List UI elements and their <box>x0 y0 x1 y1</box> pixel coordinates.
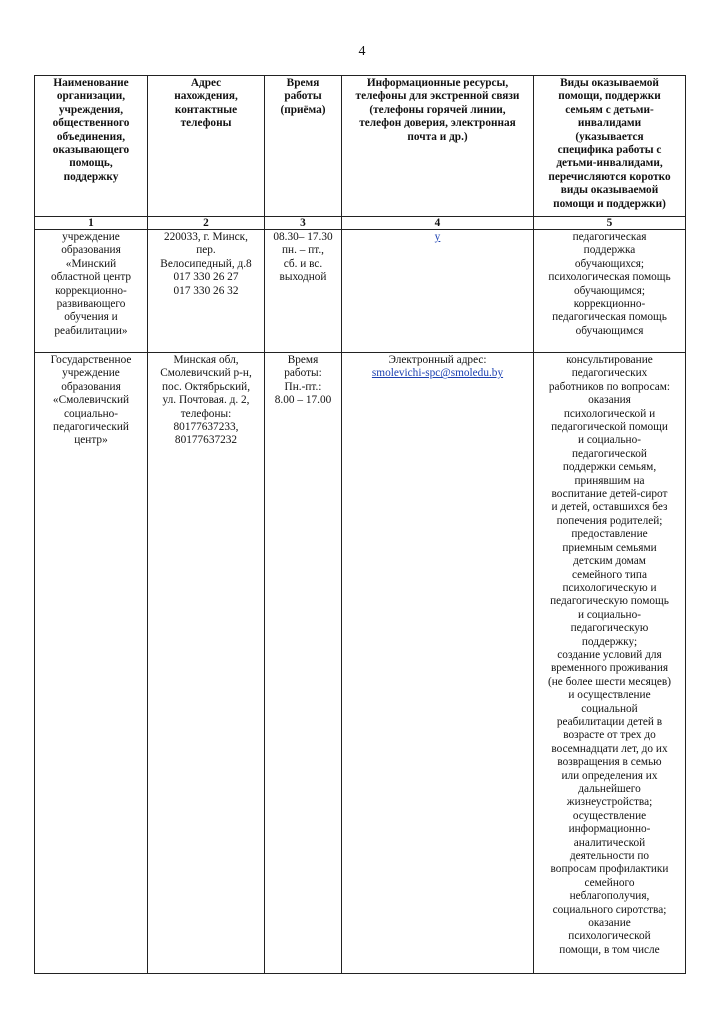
text-line: Наименование <box>53 77 129 89</box>
text-line: образования <box>61 380 121 393</box>
text-line: обучающимся <box>575 324 644 337</box>
text-line: или определения их <box>561 769 658 782</box>
text-line: Виды оказываемой <box>560 77 659 89</box>
text-line: поддержки семьям, <box>562 461 657 474</box>
text-line: Велосипедный, д.8 <box>160 257 252 270</box>
text-line: поддержку; <box>581 635 638 648</box>
text-line: «Минский <box>65 257 117 270</box>
text-line: Смолевичский р-н, <box>160 367 252 380</box>
text-line: семьям с детьми- <box>565 103 654 116</box>
text-line: помощь, <box>69 157 113 170</box>
text-line: 017 330 26 32 <box>173 284 239 297</box>
text-line: педагогическую помощь <box>550 595 669 608</box>
text-line: работы <box>284 90 322 103</box>
text-line: инвалидами <box>577 117 642 130</box>
text-line: попечения родителей; <box>556 514 663 527</box>
text-line: реабилитации детей в <box>556 715 663 728</box>
column-number: 2 <box>148 217 265 230</box>
text-line: принявшим на <box>574 474 645 487</box>
text-line: выходной <box>279 271 327 284</box>
text-line: воспитание детей-сирот <box>551 488 668 501</box>
text-line: детским домам <box>573 555 646 568</box>
text-line: центр» <box>74 434 108 447</box>
services-list <box>534 353 686 974</box>
text-line: временного проживания <box>550 662 669 675</box>
column-number: 1 <box>35 217 148 230</box>
text-line: деятельности по <box>569 850 650 863</box>
text-line: 8.00 – 17.00 <box>274 394 332 407</box>
text-line: социальной <box>581 702 638 715</box>
text-line: поддержка <box>583 244 636 257</box>
text-line: телефоны для экстренной связи <box>355 90 520 103</box>
text-line: учреждение <box>62 367 120 380</box>
text-line: педагогических <box>571 367 648 380</box>
text-line: оказания <box>588 394 631 407</box>
working-hours <box>265 230 342 353</box>
text-line: социального сиротства; <box>552 903 667 916</box>
text-line: (телефоны горячей линии, <box>369 103 506 116</box>
text-line: помощи и поддержки) <box>553 197 666 210</box>
organization-name <box>35 353 148 974</box>
text-line: Время <box>286 77 320 89</box>
text-line: семейного <box>584 876 635 889</box>
text-line: телефоны <box>180 117 232 130</box>
text-line: общественного <box>52 117 130 130</box>
column-number: 3 <box>265 217 342 230</box>
text-line: учреждения, <box>58 103 124 116</box>
text-line: пер. <box>196 244 216 257</box>
text-line: Пн.-пт.: <box>284 380 322 393</box>
text-line: (не более шести месяцев) <box>547 675 671 688</box>
text-line: педагогическая <box>572 231 647 243</box>
text-line: организации, <box>56 90 126 103</box>
text-line: педагогическая помощь <box>552 311 667 324</box>
text-line: и детей, оставшихся без <box>551 501 668 514</box>
text-line: возвращения в семью <box>557 756 662 769</box>
table-header-row <box>35 76 686 217</box>
header-organization <box>35 76 148 217</box>
info-resources <box>342 230 534 353</box>
text-line: Минская обл, <box>173 354 239 366</box>
text-line: перечисляются коротко <box>548 170 671 183</box>
text-line: социально- <box>63 407 119 420</box>
text-line: реабилитации» <box>54 324 128 337</box>
text-line: «Смолевичский <box>52 394 130 407</box>
text-line: оказание <box>588 917 631 930</box>
text-line: психологическая помощь <box>548 271 671 284</box>
text-line: коррекционно- <box>55 284 127 297</box>
table-row <box>35 230 686 353</box>
text-line: 017 330 26 27 <box>173 271 239 284</box>
text-line: коррекционно- <box>573 298 646 311</box>
text-line: помощи, поддержки <box>558 90 661 103</box>
text-line: возрасте от трех до <box>563 729 656 742</box>
text-line: аналитической <box>573 836 646 849</box>
page-number: 4 <box>358 44 366 59</box>
text-line: 08.30– 17.30 <box>273 231 333 243</box>
services-list <box>534 230 686 353</box>
header-resources <box>342 76 534 217</box>
text-line: работы: <box>284 367 322 380</box>
text-line: неблагополучия, <box>569 890 650 903</box>
text-line: Государственное <box>50 354 132 366</box>
text-line: почта и др.) <box>407 130 468 143</box>
text-line: Адрес <box>190 77 222 89</box>
text-line: (приёма) <box>280 103 326 116</box>
text-line: детьми-инвалидами, <box>556 157 663 170</box>
text-line: и осуществление <box>568 689 651 702</box>
text-line: дальнейшего <box>578 783 641 795</box>
text-line: Время <box>287 354 319 366</box>
column-number: 4 <box>342 217 534 230</box>
text-line: развивающего <box>56 298 126 311</box>
text-line: педагогическую <box>570 622 649 635</box>
text-line: и социально- <box>578 608 641 621</box>
text-line: семейного типа <box>572 568 647 581</box>
text-line: вопросам профилактики <box>550 863 669 876</box>
text-line: информационно- <box>568 823 651 836</box>
resource-link[interactable]: у <box>434 231 441 243</box>
text-line: приемным семьями <box>562 541 657 554</box>
text-line: пос. Октябрьский, <box>161 380 251 393</box>
text-line: создание условий для <box>557 648 662 661</box>
text-line: работников по вопросам: <box>548 380 671 393</box>
text-line: и социально- <box>578 434 641 447</box>
text-line: обучающихся; <box>574 257 645 270</box>
text-line: восемнадцати лет, до их <box>551 742 668 755</box>
text-line: виды оказываемой <box>560 184 659 197</box>
text-line: учреждение <box>62 231 120 243</box>
text-line: психологической и <box>563 407 656 420</box>
info-resources <box>342 353 534 974</box>
text-line: 80177637232 <box>174 434 238 447</box>
resources-label: Электронный адрес: <box>388 354 487 366</box>
text-line: контактные <box>174 103 238 116</box>
header-services <box>534 76 686 217</box>
text-line: сб. и вс. <box>283 257 323 270</box>
text-line: пн. – пт., <box>282 244 324 257</box>
text-line: педагогический <box>53 421 129 434</box>
organizations-table <box>34 75 686 974</box>
text-line: жизнеустройства; <box>566 796 653 809</box>
text-line: 80177637233, <box>173 421 239 434</box>
column-number: 5 <box>534 217 686 230</box>
text-line: консультирование <box>566 354 653 366</box>
email-link[interactable]: smolevichi-spc@smoledu.by <box>371 367 504 380</box>
text-line: ул. Почтовая. д. 2, <box>162 394 250 407</box>
header-hours <box>265 76 342 217</box>
address-contacts <box>148 230 265 353</box>
text-line: помощи, в том числе <box>559 943 660 956</box>
text-line: 220033, г. Минск, <box>163 231 248 243</box>
text-line: педагогической <box>572 447 647 460</box>
text-line: предоставление <box>571 528 648 541</box>
header-address <box>148 76 265 217</box>
text-line: телефоны: <box>180 407 232 420</box>
column-number-row <box>35 217 686 230</box>
text-line: областной центр <box>50 271 132 284</box>
text-line: телефон доверия, электронная <box>359 117 516 130</box>
text-line: образования <box>61 244 121 257</box>
text-line: обучающимся; <box>574 284 645 297</box>
text-line: педагогической помощи <box>551 421 668 434</box>
organization-name <box>35 230 148 353</box>
text-line: психологической <box>568 930 651 943</box>
text-line: специфика работы с <box>557 144 662 157</box>
text-line: психологическую и <box>562 581 657 594</box>
table-row <box>35 353 686 974</box>
text-line: обучения и <box>64 311 118 324</box>
text-line: оказывающего <box>52 144 130 157</box>
text-line: (указывается <box>575 130 644 143</box>
text-line: объединения, <box>56 130 126 143</box>
working-hours <box>265 353 342 974</box>
text-line: поддержку <box>63 170 119 183</box>
address-contacts <box>148 353 265 974</box>
text-line: нахождения, <box>174 90 238 103</box>
text-line: Информационные ресурсы, <box>366 77 509 89</box>
text-line: осуществление <box>572 809 647 822</box>
